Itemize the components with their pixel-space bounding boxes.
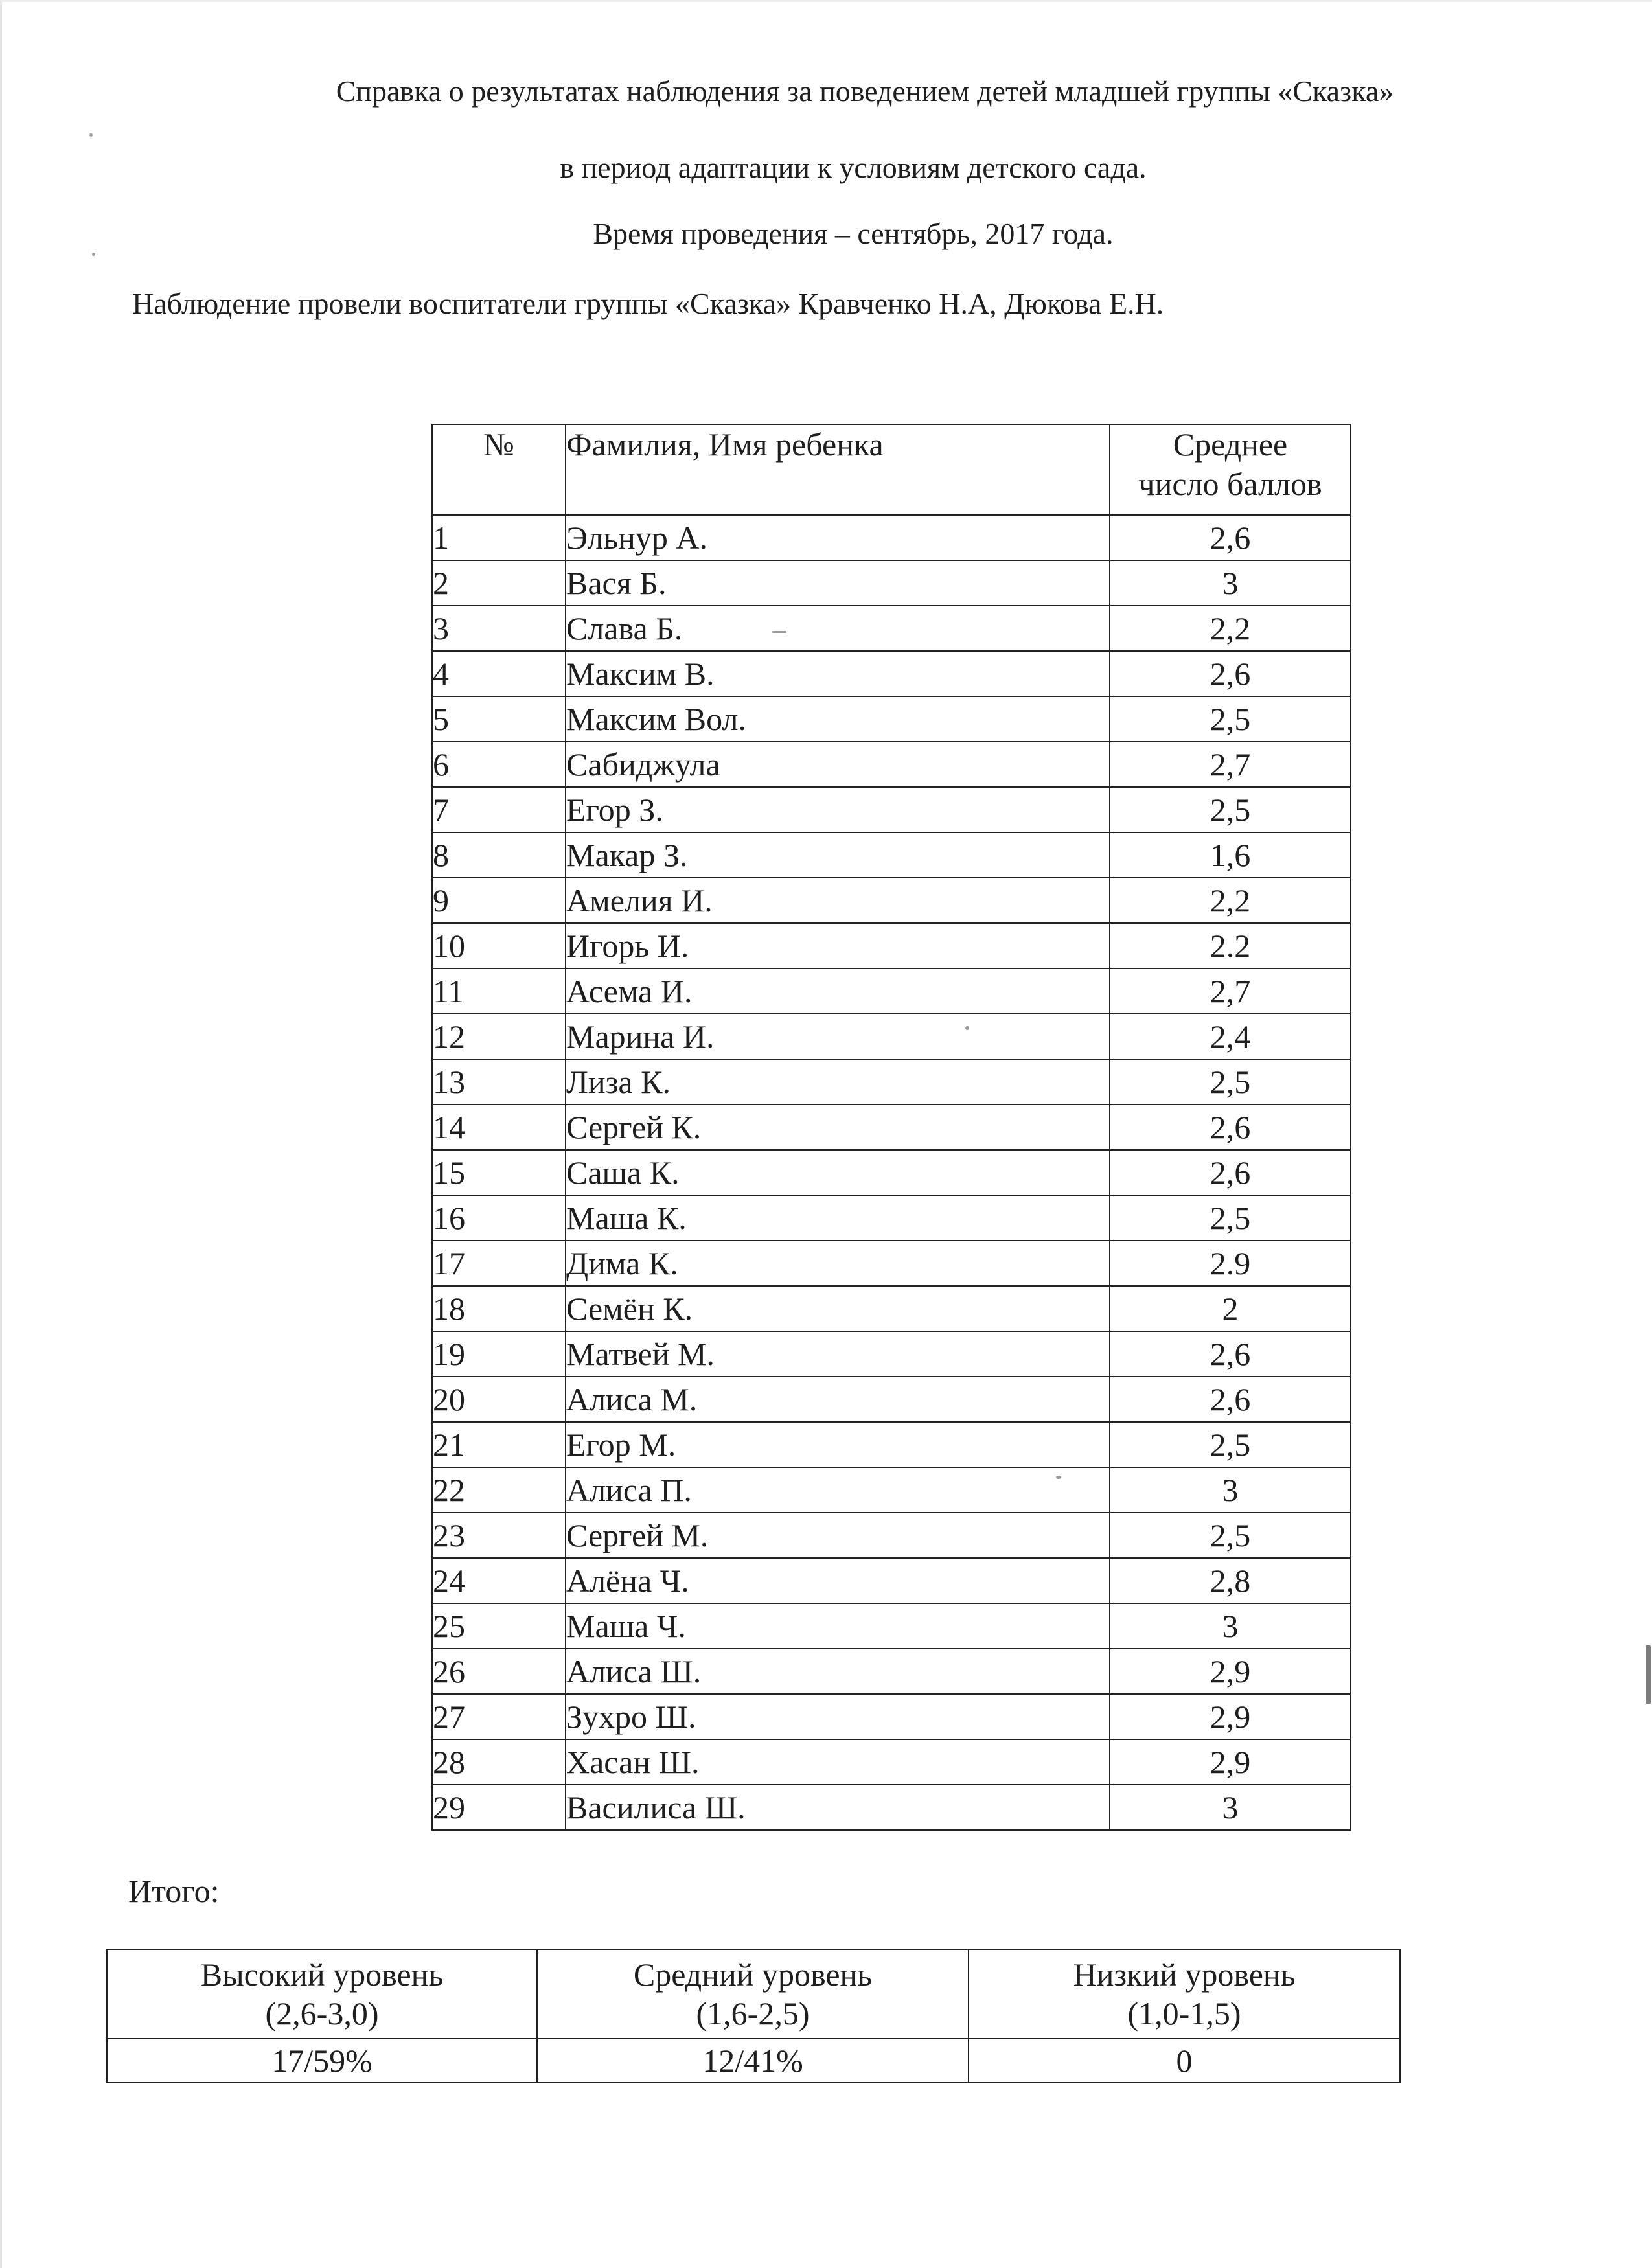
table-row	[432, 606, 1351, 651]
row-number: 8	[432, 832, 566, 878]
average-score: 2,5	[1110, 1059, 1351, 1105]
average-score: 2,6	[1110, 651, 1351, 696]
summary-low-range: (1,0-1,5)	[1127, 1995, 1241, 2032]
scan-speck	[1646, 1645, 1651, 1704]
child-name: Алиса Ш.	[566, 1649, 1110, 1694]
table-row	[432, 1694, 1351, 1739]
header-average-score-line1: Среднее	[1173, 426, 1288, 463]
row-number: 10	[432, 923, 566, 968]
average-score: 2	[1110, 1286, 1351, 1331]
summary-header-row	[107, 1949, 1400, 2039]
table-row	[432, 1467, 1351, 1513]
scores-table-header	[432, 424, 1351, 515]
row-number: 4	[432, 651, 566, 696]
child-name: Маша К.	[566, 1195, 1110, 1241]
average-score: 2.9	[1110, 1241, 1351, 1286]
row-number: 29	[432, 1785, 566, 1830]
scan-speck	[1056, 1476, 1061, 1479]
child-name: Слава Б.	[566, 606, 1110, 651]
scan-speck	[772, 631, 786, 633]
child-name: Матвей М.	[566, 1331, 1110, 1377]
observers-line: Наблюдение провели воспитатели группы «Сказка» Кравченко Н.А, Дюкова Е.Н.	[132, 287, 1164, 320]
document-subtitle: в период адаптации к условиям детского сада.	[560, 151, 1147, 184]
child-name: Дима К.	[566, 1241, 1110, 1286]
average-score: 2,5	[1110, 1195, 1351, 1241]
child-name: Амелия И.	[566, 878, 1110, 923]
table-row	[432, 1422, 1351, 1467]
child-name: Маша Ч.	[566, 1603, 1110, 1649]
scores-table-body	[432, 515, 1351, 1830]
average-score: 2,2	[1110, 878, 1351, 923]
row-number: 5	[432, 696, 566, 742]
row-number: 7	[432, 787, 566, 832]
scan-speck	[965, 1026, 969, 1030]
summary-low-label: Низкий уровень	[1073, 1956, 1296, 1993]
summary-high-value: 17/59%	[107, 2039, 537, 2083]
table-row	[432, 968, 1351, 1014]
row-number: 15	[432, 1150, 566, 1195]
child-name: Максим В.	[566, 651, 1110, 696]
child-name: Алиса М.	[566, 1377, 1110, 1422]
row-number: 19	[432, 1331, 566, 1377]
child-name: Алёна Ч.	[566, 1558, 1110, 1603]
average-score: 2,9	[1110, 1649, 1351, 1694]
row-number: 21	[432, 1422, 566, 1467]
table-row	[432, 1513, 1351, 1558]
average-score: 2,7	[1110, 968, 1351, 1014]
table-row	[432, 878, 1351, 923]
child-name: Макар З.	[566, 832, 1110, 878]
header-average-score	[1110, 424, 1351, 515]
average-score: 2,5	[1110, 787, 1351, 832]
average-score: 3	[1110, 1785, 1351, 1830]
summary-high-range: (2,6-3,0)	[265, 1995, 379, 2032]
child-name: Асема И.	[566, 968, 1110, 1014]
child-name: Марина И.	[566, 1014, 1110, 1059]
table-row	[432, 1331, 1351, 1377]
child-name: Сабиджула	[566, 742, 1110, 787]
child-name: Егор М.	[566, 1422, 1110, 1467]
child-name: Василиса Ш.	[566, 1785, 1110, 1830]
row-number: 2	[432, 560, 566, 606]
row-number: 18	[432, 1286, 566, 1331]
child-name: Максим Вол.	[566, 696, 1110, 742]
table-row	[432, 1059, 1351, 1105]
table-row	[432, 832, 1351, 878]
table-row	[432, 1739, 1351, 1785]
table-row	[432, 1105, 1351, 1150]
row-number: 28	[432, 1739, 566, 1785]
average-score: 2,6	[1110, 1150, 1351, 1195]
summary-mid-label: Средний уровень	[633, 1956, 873, 1993]
average-score: 2,6	[1110, 1331, 1351, 1377]
row-number: 25	[432, 1603, 566, 1649]
table-row	[432, 1150, 1351, 1195]
table-row	[432, 515, 1351, 560]
summary-table	[106, 1949, 1401, 2083]
header-average-score-line2: число баллов	[1138, 466, 1322, 502]
summary-low-header	[969, 1949, 1400, 2039]
table-row	[432, 1014, 1351, 1059]
scan-speck	[92, 253, 95, 256]
child-name: Сергей М.	[566, 1513, 1110, 1558]
child-name: Егор З.	[566, 787, 1110, 832]
average-score: 2,4	[1110, 1014, 1351, 1059]
row-number: 16	[432, 1195, 566, 1241]
summary-values-row	[107, 2039, 1400, 2083]
child-name: Алиса П.	[566, 1467, 1110, 1513]
child-name: Эльнур А.	[566, 515, 1110, 560]
scores-table	[431, 424, 1351, 1831]
average-score: 2,7	[1110, 742, 1351, 787]
child-name: Сергей К.	[566, 1105, 1110, 1150]
average-score: 2,6	[1110, 515, 1351, 560]
child-name: Саша К.	[566, 1150, 1110, 1195]
row-number: 22	[432, 1467, 566, 1513]
average-score: 2,5	[1110, 696, 1351, 742]
summary-mid-range: (1,6-2,5)	[696, 1995, 810, 2032]
average-score: 2,9	[1110, 1694, 1351, 1739]
child-name: Зухро Ш.	[566, 1694, 1110, 1739]
table-row	[432, 1785, 1351, 1830]
average-score: 3	[1110, 560, 1351, 606]
scan-speck	[89, 133, 93, 137]
table-row	[432, 560, 1351, 606]
average-score: 2,5	[1110, 1513, 1351, 1558]
row-number: 11	[432, 968, 566, 1014]
summary-mid-value: 12/41%	[537, 2039, 969, 2083]
row-number: 12	[432, 1014, 566, 1059]
child-name: Хасан Ш.	[566, 1739, 1110, 1785]
row-number: 26	[432, 1649, 566, 1694]
row-number: 14	[432, 1105, 566, 1150]
table-row	[432, 1241, 1351, 1286]
row-number: 9	[432, 878, 566, 923]
row-number: 20	[432, 1377, 566, 1422]
child-name: Лиза К.	[566, 1059, 1110, 1105]
average-score: 2,8	[1110, 1558, 1351, 1603]
average-score: 2.2	[1110, 923, 1351, 968]
average-score: 1,6	[1110, 832, 1351, 878]
average-score: 3	[1110, 1467, 1351, 1513]
row-number: 17	[432, 1241, 566, 1286]
row-number: 23	[432, 1513, 566, 1558]
table-row	[432, 787, 1351, 832]
average-score: 3	[1110, 1603, 1351, 1649]
table-row	[432, 1286, 1351, 1331]
table-row	[432, 1603, 1351, 1649]
summary-low-value: 0	[969, 2039, 1400, 2083]
summary-high-header	[107, 1949, 537, 2039]
average-score: 2,6	[1110, 1105, 1351, 1150]
table-row	[432, 696, 1351, 742]
child-name: Семён К.	[566, 1286, 1110, 1331]
average-score: 2,2	[1110, 606, 1351, 651]
header-number: №	[432, 424, 566, 515]
header-child-name: Фамилия, Имя ребенка	[566, 424, 1110, 515]
summary-mid-header	[537, 1949, 969, 2039]
row-number: 24	[432, 1558, 566, 1603]
average-score: 2,9	[1110, 1739, 1351, 1785]
table-row	[432, 651, 1351, 696]
summary-high-label: Высокий уровень	[200, 1956, 444, 1993]
table-row	[432, 1558, 1351, 1603]
average-score: 2,6	[1110, 1377, 1351, 1422]
average-score: 2,5	[1110, 1422, 1351, 1467]
document-title: Справка о результатах наблюдения за поведением детей младшей группы «Сказка»	[336, 74, 1394, 108]
total-label: Итого:	[128, 1873, 220, 1909]
row-number: 13	[432, 1059, 566, 1105]
row-number: 27	[432, 1694, 566, 1739]
row-number: 6	[432, 742, 566, 787]
table-row	[432, 1195, 1351, 1241]
row-number: 1	[432, 515, 566, 560]
child-name: Вася Б.	[566, 560, 1110, 606]
table-row	[432, 742, 1351, 787]
row-number: 3	[432, 606, 566, 651]
table-row	[432, 923, 1351, 968]
table-row	[432, 1649, 1351, 1694]
table-row	[432, 1377, 1351, 1422]
observation-period: Время проведения – сентябрь, 2017 года.	[593, 217, 1114, 250]
child-name: Игорь И.	[566, 923, 1110, 968]
